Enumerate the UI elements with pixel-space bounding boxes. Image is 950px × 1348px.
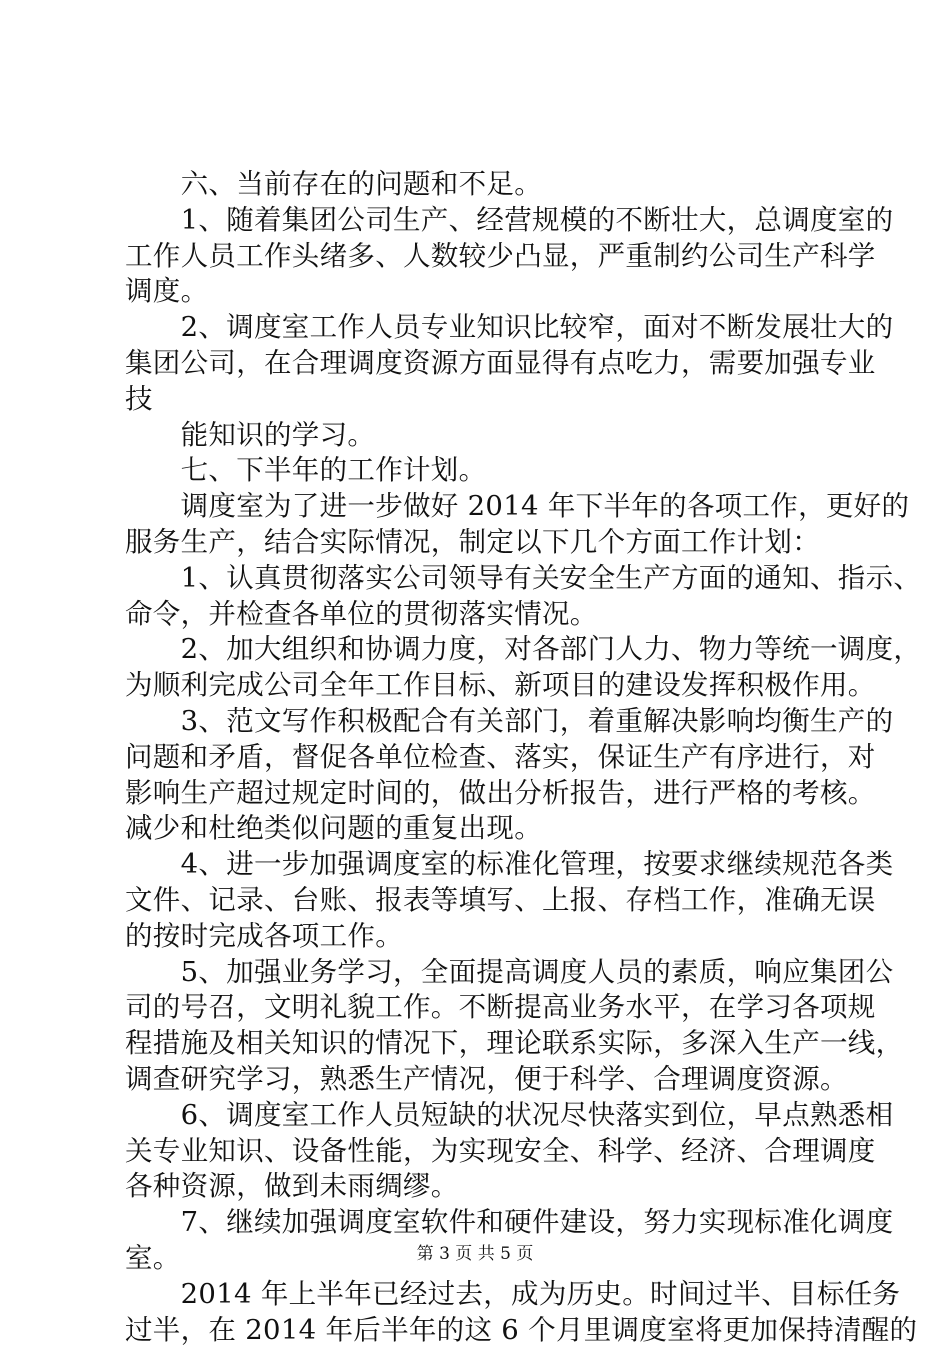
text-line: 影响生产超过规定时间的，做出分析报告，进行严格的考核。 xyxy=(125,776,876,809)
text-line: 文件、记录、台账、报表等填写、上报、存档工作，准确无误 xyxy=(125,884,876,916)
text-line: 的按时完成各项工作。 xyxy=(125,919,403,952)
text-line: 2、调度室工作人员专业知识比较窄，面对不断发展壮大的 xyxy=(125,311,894,344)
text-line: 调度。 xyxy=(125,275,209,308)
text-line: 六、当前存在的问题和不足。 xyxy=(125,168,542,200)
text-line: 5、加强业务学习，全面提高调度人员的素质，响应集团公 xyxy=(125,955,894,988)
text-line: 2014 年上半年已经过去，成为历史。时间过半、目标任务 xyxy=(125,1277,901,1310)
text-line: 为顺利完成公司全年工作目标、新项目的建设发挥积极作用。 xyxy=(125,669,876,702)
text-line: 4、进一步加强调度室的标准化管理，按要求继续规范各类 xyxy=(125,848,894,881)
text-line: 服务生产，结合实际情况，制定以下几个方面工作计划： xyxy=(125,526,820,558)
text-line: 调查研究学习，熟悉生产情况，便于科学、合理调度资源。 xyxy=(125,1063,848,1095)
text-line: 各种资源，做到未雨绸缪。 xyxy=(125,1170,459,1203)
text-line: 过半，在 2014 年后半年的这 6 个月里调度室将更加保持清醒的 xyxy=(125,1313,918,1346)
text-line: 程措施及相关知识的情况下，理论联系实际，多深入生产一线， xyxy=(125,1027,904,1060)
text-line: 调度室为了进一步做好 2014 年下半年的各项工作，更好的 xyxy=(125,490,910,523)
text-line: 关专业知识、设备性能，为实现安全、科学、经济、合理调度 xyxy=(125,1134,876,1167)
text-line: 工作人员工作头绪多、人数较少凸显，严重制约公司生产科学 xyxy=(125,239,876,272)
text-line: 减少和杜绝类似问题的重复出现。 xyxy=(125,812,542,845)
text-line: 问题和矛盾，督促各单位检查、落实，保证生产有序进行，对 xyxy=(125,740,876,773)
text-line: 1、认真贯彻落实公司领导有关安全生产方面的通知、指示、 xyxy=(125,561,922,594)
text-line: 1、随着集团公司生产、经营规模的不断壮大，总调度室的 xyxy=(125,203,894,236)
text-line: 命令，并检查各单位的贯彻落实情况。 xyxy=(125,597,598,630)
text-line: 集团公司，在合理调度资源方面显得有点吃力，需要加强专业 xyxy=(125,347,876,379)
page-footer: 第 3 页 共 5 页 xyxy=(416,1244,534,1264)
text-line: 6、调度室工作人员短缺的状况尽快落实到位，早点熟悉相 xyxy=(125,1098,894,1131)
text-line: 3、范文写作积极配合有关部门，着重解决影响均衡生产的 xyxy=(125,705,894,737)
text-line: 7、继续加强调度室软件和硬件建设，努力实现标准化调度 xyxy=(125,1206,894,1239)
text-line: 室。 xyxy=(125,1242,181,1274)
text-line: 技 xyxy=(125,382,153,415)
text-line: 2、加大组织和协调力度，对各部门人力、物力等统一调度， xyxy=(125,633,922,666)
text-line: 司的号召，文明礼貌工作。不断提高业务水平，在学习各项规 xyxy=(125,991,876,1024)
text-line: 七、下半年的工作计划。 xyxy=(125,454,487,487)
text-line: 能知识的学习。 xyxy=(125,418,376,451)
